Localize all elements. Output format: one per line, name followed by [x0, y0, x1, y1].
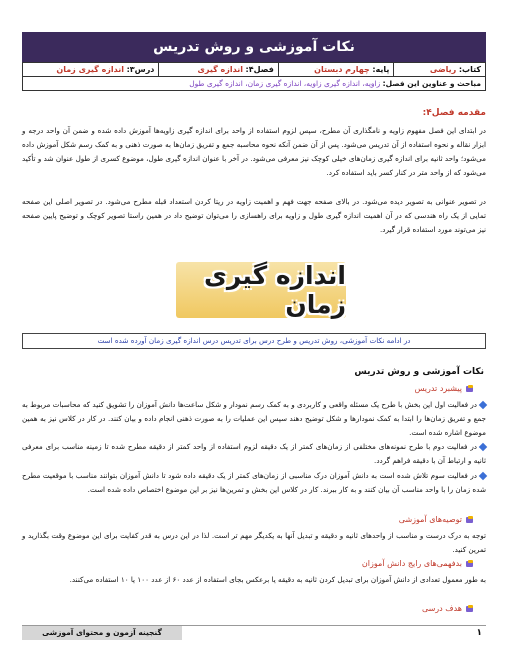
- diamond-bullet-icon: [479, 472, 487, 480]
- page-footer: [22, 625, 486, 640]
- intro-paragraph-1: در ابتدای این فصل مفهوم زاویه و نامگذاری آن مطرح، سپس لزوم استفاده از واحد برای اندازه گیری زاویه‌ها آموزش داده شده و ضمن آن واحد درجه و ابزار نقاله و نحوه استفاده از آن تدریس می‌شود. پس از آن ضمن آنکه نحوه محاسبه جمع و تفریق زمان‌ها به صورت ذهنی و به کمک رسم شکل آموزش داده می‌شود؛ واحد ثانیه برای اندازه گیری زمان‌های خیلی کوچک نیز معرفی می‌شود. در آخر با عنوان اندازه گیری طول، موضوع کسری از طول عنوان شد و تأکید می‌شود که از واحد متر در کنار کسر باید استفاده کرد.: [22, 126, 486, 177]
- diamond-bullet-icon: [479, 401, 487, 409]
- method-item-1: [22, 398, 486, 440]
- page-number: ۱: [476, 628, 482, 638]
- chapter-value: اندازه گیری: [197, 65, 243, 74]
- book-cell: [393, 63, 485, 76]
- lesson-info-row: [22, 62, 486, 77]
- intro-paragraph-2: در تصویر عنوانی به تصویر دیده می‌شود. در بالای صفحه جهت فهم و اهمیت زاویه در ریتا کردن استعداد قبله مطرح می‌شود. در تصویر اصلی این صفحه تمایی از یک راه هندسی که در آن اهمیت اندازه گیری طول و زاویه برای راهسازی را می‌توان توضیح داد در همین راستا تصویر کوچک و توضیح پایین صفحه نیز می‌توند مورد استفاده قرار گیرد.: [22, 197, 486, 234]
- lesson-label: درس۳:: [126, 65, 155, 74]
- book-bullet-icon: [466, 516, 474, 524]
- footer-title: گنجینه آزمون و محتوای آموزشی: [22, 626, 182, 640]
- method-item-2-text: در فعالیت دوم با طرح نمونه‌های مختلفی از زمان‌های کمتر از یک دقیقه لزوم استفاده از واحد کمتر از دقیقه مطرح شده تا زمینه مناسب برای معرفی ثانیه و ارتباط آن با دقیقه فراهم گردد.: [22, 442, 486, 465]
- book-value: ریاضی: [429, 65, 457, 74]
- book-bullet-icon: [466, 385, 474, 393]
- goal-subheading: [422, 604, 474, 613]
- misconceptions-paragraph: به طور معمول تعدادی از دانش آموزان برای تبدیل کردن ثانیه به دقیقه یا برعکس بجای استفاده از عدد ۶۰ از عدد ۱۰۰ یا ۱۰ استفاده می‌کنند.: [69, 575, 486, 584]
- method-item-3: [22, 469, 486, 497]
- diamond-bullet-icon: [479, 443, 487, 451]
- tips-subheading: [399, 515, 474, 524]
- lesson-cell: [23, 63, 158, 76]
- method-item-2: [22, 440, 486, 468]
- method-item-3-text: در فعالیت سوم تلاش شده است به دانش آموزان درک مناسبی از زمان‌های کمتر از یک دقیقه داده شود تا دانش آموزان بتوانند مناسب با موقعیت مطرح شده زمان را با واحد مناسب آن بیان کنند و به کار ببرند. کار در کلاس این بخش و تمرین‌ها نیز بر این موضوع اختصاص داده شده است.: [22, 471, 486, 494]
- chapter-label: فصل۴:: [245, 65, 274, 74]
- method-item-1-text: در فعالیت اول این بخش با طرح یک مسئله واقعی و کاربردی و به کمک رسم نمودار و شکل ساعت‌ها دانش آموزان را تشویق کنید که محاسبات مربوط به جمع و تفریق زمان‌ها را ابتدا به کمک نمودارها و شکل توضیح دهند سپس این عملیات را به صورت ذهنی انجام داده و بیان کنند. در کار در کلاس نیز به همین موضوع اشاره شده است.: [22, 400, 486, 437]
- book-bullet-icon: [466, 560, 474, 568]
- grade-value: چهارم دبستان: [314, 65, 370, 74]
- book-label: کتاب:: [458, 65, 481, 74]
- misconceptions-subheading: [362, 559, 474, 568]
- lesson-value: اندازه گیری زمان: [56, 65, 125, 74]
- book-bullet-icon: [466, 605, 474, 613]
- chapter-cell: [158, 63, 277, 76]
- document-page: [22, 22, 486, 638]
- continuation-note: در ادامه نکات آموزشی، روش تدریس و طرح درس برای تدریس درس اندازه گیری زمان آورده شده است: [22, 333, 486, 349]
- chapter-topics-row: [22, 77, 486, 91]
- topics-label: مباحث و عناوین این فصل:: [382, 79, 481, 88]
- grade-label: پایه:: [372, 65, 390, 74]
- grade-cell: [278, 63, 394, 76]
- tips-paragraph: توجه به درک درست و مناسب از واحدهای ثانیه و دقیقه و تبدیل آنها به یکدیگر مهم تر است. لذا در این درس به قدر کفایت برای این موضوع وقت بگذارید و تمرین کنید.: [22, 531, 486, 554]
- topics-value: زاویه، اندازه گیری زاویه، اندازه گیری زمان، اندازه گیری طول: [189, 79, 381, 88]
- banner-text: اندازه گیری زمان: [203, 261, 346, 319]
- lesson-banner-image: [176, 262, 346, 318]
- methods-heading: نکات آموزشی و روش تدریس: [354, 367, 484, 377]
- page-title: نکات آموزشی و روش تدریس: [22, 32, 486, 62]
- prelesson-subheading: [415, 384, 474, 393]
- intro-heading: مقدمه فصل۴:: [422, 108, 486, 118]
- tips-heading-text: توصیه‌های آموزشی: [398, 515, 462, 524]
- goal-heading-text: هدف درسی: [421, 604, 462, 613]
- misconceptions-heading-text: بدفهمی‌های رایج دانش آموزان: [361, 559, 462, 568]
- prelesson-heading-text: پیشبرد تدریس: [414, 384, 462, 393]
